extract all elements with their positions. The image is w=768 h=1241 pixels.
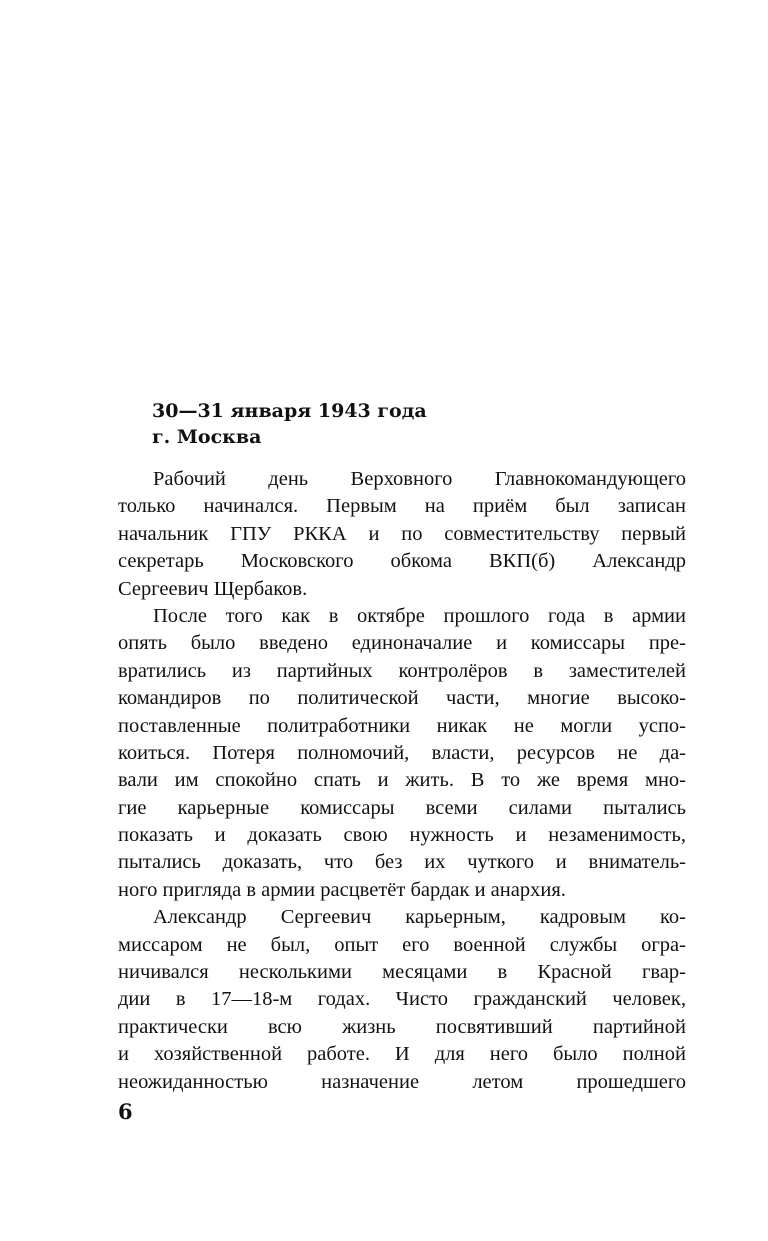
text-line: После того как в октябре прошлого года в армии — [153, 604, 686, 627]
text-line: дии в 17—18-м годах. Чисто гражданский человек, — [118, 988, 686, 1011]
text-line: ничивался несколькими месяцами в Красной гвар- — [118, 961, 686, 984]
text-line: пытались доказать, что без их чуткого и вниматель- — [118, 851, 686, 874]
text-line: только начинался. Первым на приём был записан — [118, 495, 686, 518]
text-line: Александр Сергеевич карьерным, кадровым ко- — [153, 906, 686, 929]
text-line: командиров по политической части, многие высоко- — [118, 687, 686, 710]
text-line: Сергеевич Щербаков. — [118, 577, 308, 600]
text-line: гие карьерные комиссары всеми силами пытались — [118, 796, 686, 819]
paragraph-3 — [118, 904, 686, 1096]
paragraph-1 — [118, 466, 686, 603]
text-line: и хозяйственной работе. И для него было полной — [118, 1043, 686, 1066]
text-line: неожиданностью назначение летом прошедшего — [118, 1070, 686, 1093]
text-line: вратились из партийных контролёров в заместителей — [118, 659, 686, 682]
page-number: 6 — [118, 1099, 133, 1124]
text-line: практически всю жизнь посвятивший партийной — [118, 1015, 686, 1038]
heading-place: г. Москва — [152, 426, 262, 448]
heading-date: 30—31 января 1943 года — [152, 400, 427, 422]
chapter-heading — [152, 398, 692, 450]
text-line: опять было введено единоначалие и комиссары пре- — [118, 632, 686, 655]
text-line: поставленные политработники никак не могли успо- — [118, 714, 686, 737]
text-line: ного пригляда в армии расцветёт бардак и анархия. — [118, 878, 566, 901]
text-line: показать и доказать свою нужность и незаменимость, — [118, 824, 686, 847]
text-line: миссаром не был, опыт его военной службы огра- — [118, 933, 686, 956]
text-line: Рабочий день Верховного Главнокомандующего — [153, 468, 686, 490]
text-line: начальник ГПУ РККА и по совместительству первый — [118, 522, 686, 545]
text-line: секретарь Московского обкома ВКП(б) Александр — [118, 550, 686, 573]
text-line: коиться. Потеря полномочий, власти, ресурсов не да- — [118, 741, 686, 764]
text-line: вали им спокойно спать и жить. В то же время мно- — [118, 769, 686, 792]
paragraph-2 — [118, 603, 686, 904]
body-text — [118, 466, 686, 1096]
